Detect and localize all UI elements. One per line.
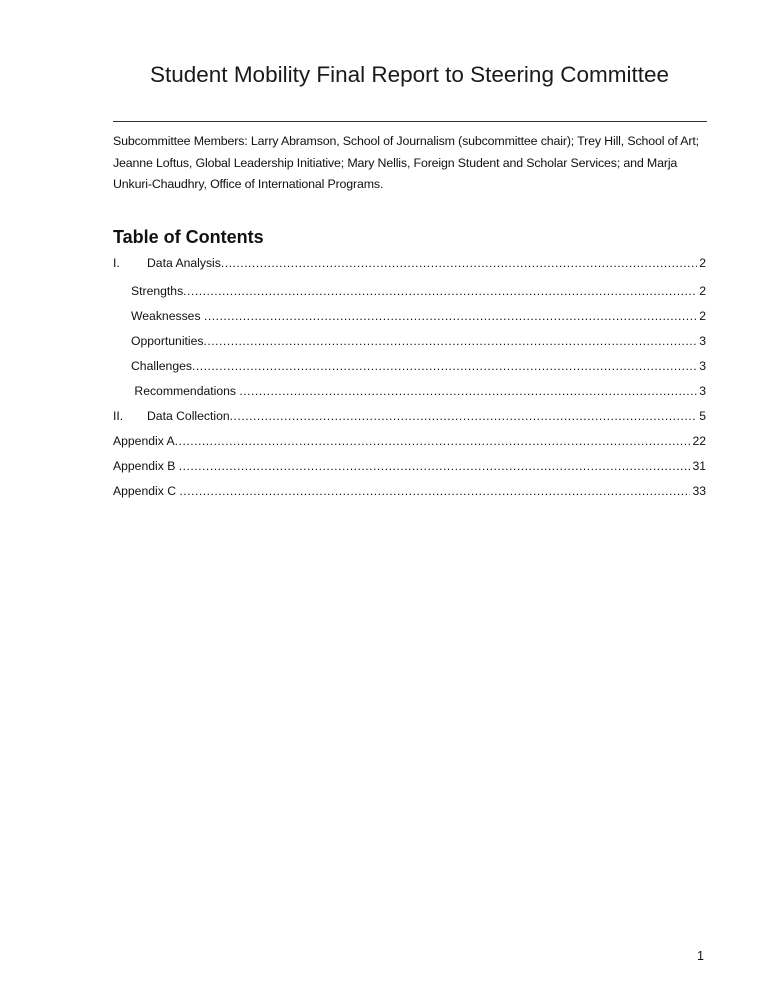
toc-entry-page: 3 [699,359,706,373]
toc-entry-page: 31 [692,459,706,473]
toc-entry-label: Weaknesses [131,309,204,323]
toc-entry-page: 3 [699,384,706,398]
toc-entry-label: Opportunities [131,334,204,348]
toc-leader [204,333,698,349]
toc-entry-strengths[interactable] [113,283,706,299]
toc-heading: Table of Contents [113,227,264,247]
toc-entry-challenges[interactable] [113,358,706,374]
subcommittee-members: Subcommittee Members: Larry Abramson, School of Journalism (subcommittee chair); Trey Hill, School of Art; Jeanne Loftus, Global Leadership Initiative; Mary Nellis, Foreign Student and Scholar Services; and Marja Unkuri-Chaudhry, Office of International Programs. [113,134,699,191]
toc-entry-page: 33 [692,484,706,498]
toc-entry-data-analysis[interactable] [113,255,706,271]
toc-entry-appendix-b[interactable] [113,458,706,474]
toc-leader [175,433,691,449]
toc-entry-page: 5 [699,409,706,423]
title-underline [113,121,707,122]
toc-entry-number: II. [113,409,124,423]
toc-leader [179,458,691,474]
toc-entry-label: Challenges [131,359,192,373]
toc-entry-label: Appendix C [113,484,180,498]
toc-leader [239,383,697,399]
toc-entry-label: Data Collection [147,409,230,423]
document-title: Student Mobility Final Report to Steering Committee [150,62,669,87]
toc-entry-number: I. [113,256,120,270]
toc-entry-recommendations[interactable] [113,383,706,399]
toc-entry-data-collection[interactable] [113,408,706,424]
toc-entry-appendix-c[interactable] [113,483,706,499]
toc-leader [221,255,697,271]
toc-entry-page: 22 [692,434,706,448]
toc-leader [179,483,690,499]
toc-leader [230,408,698,424]
toc-entry-weaknesses[interactable] [113,308,706,324]
page-number: 1 [697,949,704,963]
toc-entry-label: Data Analysis [147,256,221,270]
toc-entry-label: Appendix B [113,459,179,473]
toc-leader [204,308,697,324]
toc-entry-page: 2 [699,256,706,270]
toc-entry-label: Appendix A [113,434,175,448]
toc-entry-page: 2 [699,309,706,323]
toc-leader [192,358,697,374]
toc-entry-page: 3 [699,334,706,348]
toc-entry-label: Recommendations [131,384,240,398]
toc-entry-opportunities[interactable] [113,333,706,349]
toc-entry-page: 2 [699,284,706,298]
toc-entry-label: Strengths [131,284,184,298]
toc-entry-appendix-a[interactable] [113,433,706,449]
toc-leader [183,283,697,299]
